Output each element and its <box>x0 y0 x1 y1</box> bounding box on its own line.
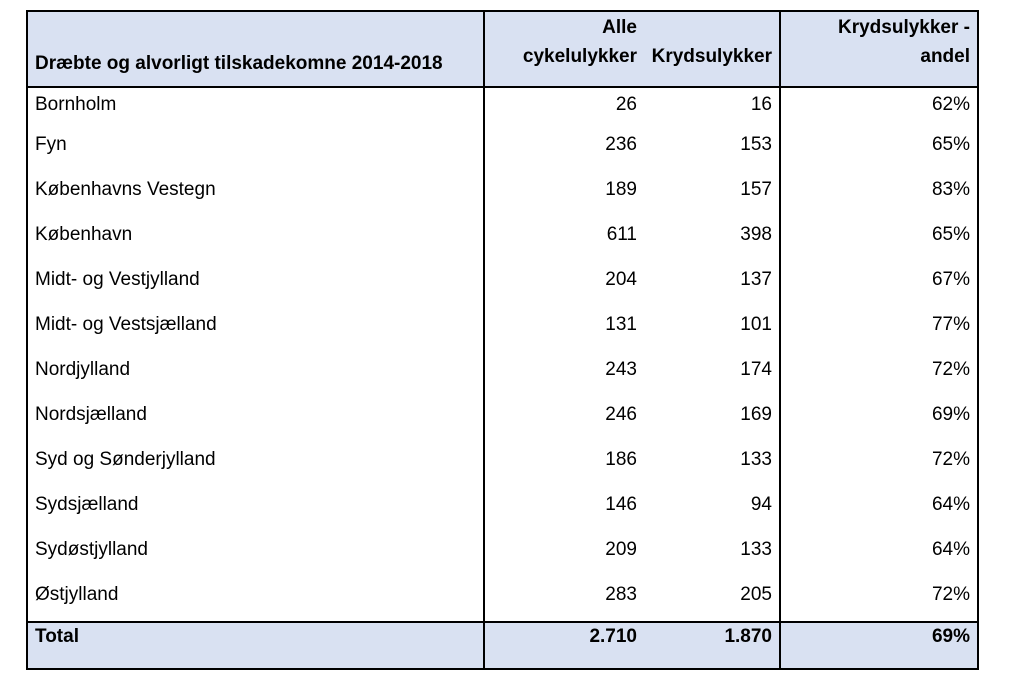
total-cross: 1.870 <box>644 622 780 669</box>
table-row <box>27 222 978 267</box>
cross-accidents-cell: 133 <box>644 537 780 582</box>
table-row <box>27 132 978 177</box>
all-accidents-cell: 189 <box>605 179 637 200</box>
cross-share-cell: 64% <box>780 537 978 582</box>
accident-table <box>26 10 979 670</box>
cross-share-cell: 67% <box>780 267 978 312</box>
all-accidents-cell: 611 <box>606 224 637 245</box>
region-cell: Fyn <box>27 132 484 177</box>
header-share-line1: Krydsulykker - <box>837 17 970 38</box>
header-share-line2: andel <box>920 46 970 67</box>
cross-share-cell: 83% <box>780 177 978 222</box>
total-share: 69% <box>780 622 978 669</box>
region-cell: Østjylland <box>27 582 484 622</box>
all-accidents-cell: 131 <box>605 314 637 335</box>
cross-accidents-cell: 137 <box>644 267 780 312</box>
all-accidents-cell: 186 <box>605 449 637 470</box>
region-cell: Bornholm <box>27 87 484 132</box>
region-cell: Midt- og Vestjylland <box>27 267 484 312</box>
table-row <box>27 582 978 622</box>
cross-accidents-cell: 398 <box>644 222 780 267</box>
region-cell: Midt- og Vestsjælland <box>27 312 484 357</box>
cross-share-cell: 77% <box>780 312 978 357</box>
all-accidents-cell: 243 <box>605 359 637 380</box>
header-category: Dræbte og alvorligt tilskadekomne 2014-2018 <box>27 11 484 87</box>
cross-accidents-cell: 157 <box>644 177 780 222</box>
all-accidents-cell: 236 <box>605 134 637 155</box>
table-row <box>27 87 978 132</box>
all-accidents-cell: 283 <box>605 584 637 605</box>
cross-accidents-cell: 153 <box>644 132 780 177</box>
table-row <box>27 177 978 222</box>
header-cross-label: Krydsulykker <box>651 46 772 67</box>
cross-accidents-cell: 174 <box>644 357 780 402</box>
all-accidents-cell: 246 <box>605 404 637 425</box>
region-cell: Sydsjælland <box>27 492 484 537</box>
region-cell: Nordjylland <box>27 357 484 402</box>
cross-share-cell: 69% <box>780 402 978 447</box>
cross-accidents-cell: 169 <box>644 402 780 447</box>
header-all-line1: Alle <box>602 17 637 38</box>
table-body <box>27 87 978 622</box>
cross-share-cell: 64% <box>780 492 978 537</box>
cross-accidents-cell: 94 <box>644 492 780 537</box>
header-all-line2: cykelulykker <box>522 46 637 67</box>
all-accidents-cell: 204 <box>605 269 637 290</box>
cross-share-cell: 72% <box>780 582 978 622</box>
table-row <box>27 312 978 357</box>
table-row <box>27 492 978 537</box>
table-row <box>27 402 978 447</box>
table-row <box>27 537 978 582</box>
table-row <box>27 357 978 402</box>
cross-share-cell: 72% <box>780 357 978 402</box>
header-cross-accidents <box>644 11 780 87</box>
all-accidents-cell: 26 <box>615 94 637 115</box>
cross-share-cell: 72% <box>780 447 978 492</box>
cross-share-cell: 65% <box>780 132 978 177</box>
header-cross-share <box>780 11 978 87</box>
region-cell: Syd og Sønderjylland <box>27 447 484 492</box>
all-accidents-cell: 209 <box>605 539 637 560</box>
table-row <box>27 267 978 312</box>
cross-share-cell: 62% <box>780 87 978 132</box>
cross-accidents-cell: 101 <box>644 312 780 357</box>
region-cell: Sydøstjylland <box>27 537 484 582</box>
region-cell: Københavns Vestegn <box>27 177 484 222</box>
cross-accidents-cell: 205 <box>644 582 780 622</box>
header-all-accidents <box>484 11 644 87</box>
cross-accidents-cell: 16 <box>644 87 780 132</box>
total-label: Total <box>27 622 484 669</box>
total-all: 2.710 <box>484 622 644 669</box>
cross-accidents-cell: 133 <box>644 447 780 492</box>
table-footer <box>27 622 978 669</box>
table-row <box>27 447 978 492</box>
all-accidents-cell: 146 <box>605 494 637 515</box>
cross-share-cell: 65% <box>780 222 978 267</box>
table-header <box>27 11 978 87</box>
region-cell: København <box>27 222 484 267</box>
total-row <box>27 622 978 669</box>
region-cell: Nordsjælland <box>27 402 484 447</box>
